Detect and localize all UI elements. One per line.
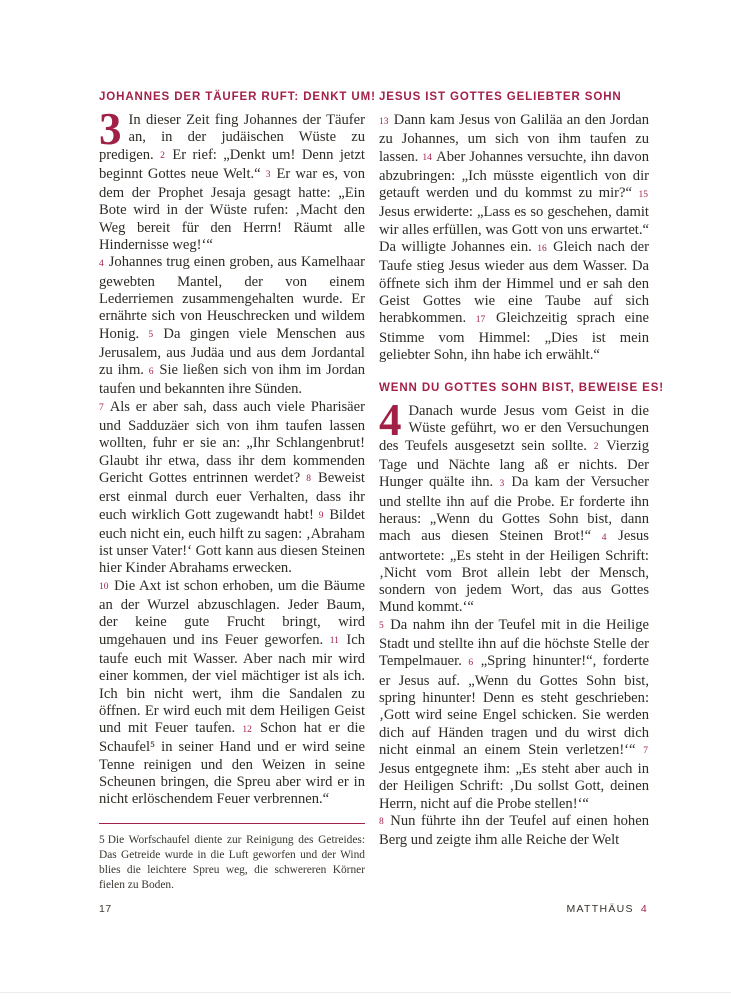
verse-number: 7 bbox=[643, 746, 648, 757]
verse-number: 16 bbox=[537, 243, 547, 254]
footnote-text bbox=[99, 833, 365, 893]
verse-number: 3 bbox=[499, 478, 505, 489]
verse-number: 5 bbox=[148, 330, 154, 341]
section-baptism bbox=[379, 90, 649, 364]
verse-text: Danach wurde Jesus vom Geist in die Wüste geführt, wo er den Versuchungen des Teufels ausgesetzt sein sollte. 2 Vierzig Tage und Nächte lang aß er nichts. Der Hunger quälte ihn. 3 Da kam der Versucher und stellte ihn auf die Probe. Er forderte ihn heraus: „Wenn du Gottes Sohn bist, dann mach aus diesen Steinen Brot!“ 4 Jesus antwortete: „Es steht in der Heiligen Schrift: ‚Nicht vom Brot allein lebt der Mensch, sondern von jedem Wort, das aus Gottes Mund kommt.‘“ bbox=[379, 403, 649, 616]
paragraph-mt3-13-17: 13 Dann kam Jesus von Galiläa an den Jordan zu Johannes, um sich von ihm taufen zu lassen. 14 Aber Johannes versuchte, ihn davon abzubringen: „Ich müsste eigentlich von dir getauft werden und du kommst zu mir?“ 15 Jesus erwiderte: „Lass es so geschehen, damit wir alles erfüllen, was Gott von uns erwartet.“ Da willigte Johannes ein. 16 Gleich nach der Taufe stieg Jesus wieder aus dem Wasser. Da öffnete sich ihm der Himmel und er sah den Geist Gottes wie eine Taube auf sich herabkommen. 17 Gleichzeitig sprach eine Stimme vom Himmel: „Dies ist mein geliebter Sohn, ihn habe ich erwählt.“ bbox=[379, 112, 649, 363]
verse-number: 9 bbox=[318, 511, 324, 522]
paragraph-mt3-4-6: 4 Johannes trug einen groben, aus Kamelhaar gewebten Mantel, der von einem Lederriemen zusammengehalten wurde. Er ernährte sich von Heuschrecken und wildem Honig. 5 Da gingen viele Menschen aus Jerusalem, aus Judäa und aus dem Jordantal zu ihm. 6 Sie ließen sich von ihm im Jordan taufen und bekannten ihre Sünden. bbox=[99, 254, 365, 398]
running-head bbox=[566, 903, 648, 915]
verse-number: 6 bbox=[468, 657, 474, 668]
verse-text: In dieser Zeit fing Johannes der Täufer an, in der judäischen Wüste zu predigen. 2 Er rief: „Denkt um! Denn jetzt beginnt Gottes neue Welt.“ 3 Er war es, von dem der Prophet Jesaja gesagt hatte: „Ein Bote wird in der Wüste rufen: ‚Macht den Weg bereit für den Herrn! Räumt alle Hindernisse weg!‘“ bbox=[99, 112, 365, 254]
section-heading-son-of-god: WENN DU GOTTES SOHN BIST, BEWEISE ES! bbox=[379, 382, 665, 395]
page-bottom-edge bbox=[0, 992, 731, 993]
paragraph-mt4-5-7: 5 Da nahm ihn der Teufel mit in die Heilige Stadt und stellte ihn auf die höchste Stelle der Tempelmauer. 6 „Spring hinunter!“, forderte er Jesus auf. „Wenn du Gottes Sohn bist, spring hinunter! Denn es steht geschrieben: ‚Gott wird seine Engel schicken. Sie werden dich auf Händen tragen und du wirst dich nicht einmal an einem Stein verletzen!‘“ 7 Jesus entgegnete ihm: „Es steht aber auch in der Heiligen Schrift: ‚Du sollst Gott, deinen Herrn, nicht auf die Probe stellen!‘“ bbox=[379, 616, 649, 812]
verse-number: 8 bbox=[306, 474, 311, 485]
verse-number: 8 bbox=[379, 817, 384, 828]
verse-number: 3 bbox=[265, 170, 271, 181]
right-column bbox=[379, 90, 665, 850]
verse-number: 17 bbox=[475, 314, 486, 325]
verse-number: 2 bbox=[593, 442, 599, 453]
verse-number: 7 bbox=[99, 403, 104, 414]
chapter-4-dropcap: 4 bbox=[379, 395, 402, 446]
section-heading-beloved-son: JESUS IST GOTTES GELIEBTER SOHN bbox=[379, 91, 622, 103]
paragraph-mt4-8: 8 Nun führte ihn der Teufel auf einen hohen Berg und zeigte ihm alle Reiche der Welt bbox=[379, 812, 650, 849]
verse-number: 13 bbox=[379, 116, 389, 127]
left-column bbox=[99, 90, 376, 809]
footnote-divider bbox=[99, 823, 365, 824]
paragraph-mt3-7-9: 7 Als er aber sah, dass auch viele Pharisäer und Sadduzäer sich von ihm taufen lassen wollten, fuhr er sie an: „Ihr Schlangenbrut! Glaubt ihr etwa, dass ihr dem kommenden Gericht Gottes entrinnen werdet? 8 Beweist erst einmal durch euer Verhalten, dass ihr euch wirklich Gott zugewandt habt! 9 Bildet euch nicht ein, euch hilft zu sagen: ‚Abraham ist unser Vater!‘ Gott kann aus diesen Steinen hier Kinder Abrahams erwecken. bbox=[99, 398, 366, 577]
book-name: MATTHÄUS bbox=[566, 903, 634, 915]
verse-number: 11 bbox=[329, 636, 339, 647]
verse-number: 6 bbox=[148, 366, 154, 377]
footnote-body: Die Worfschaufel diente zur Reinigung des Getreides: Das Getreide wurde in die Luft geworfen und der Wind blies die leichtere Spreu weg, die schwereren Körner fielen zu Boden. bbox=[99, 834, 365, 891]
verse-number: 12 bbox=[242, 724, 252, 735]
verse-number: 10 bbox=[99, 582, 109, 593]
paragraph-mt4-1-4 bbox=[379, 395, 649, 617]
chapter-ref: 4 bbox=[640, 903, 648, 915]
paragraph-mt3-1-3 bbox=[99, 104, 365, 254]
verse-number: 15 bbox=[638, 189, 648, 200]
verse-number: 5 bbox=[379, 621, 384, 632]
verse-number: 2 bbox=[160, 151, 165, 162]
page-footer bbox=[99, 903, 648, 915]
verse-number: 4 bbox=[601, 532, 607, 543]
page-number: 17 bbox=[99, 903, 112, 915]
footnote-marker: 5 bbox=[99, 834, 105, 846]
paragraph-mt3-10-12: 10 Die Axt ist schon erhoben, um die Bäume an der Wurzel abzuschlagen. Jeder Baum, der keine gute Frucht bringt, wird umgehauen und ins Feuer geworfen. 11 Ich taufe euch mit Wasser. Aber nach mir wird einer kommen, der viel mächtiger ist als ich. Ich bin nicht wert, ihm die Sandalen zu öffnen. Er wird euch mit dem Heiligen Geist und mit Feuer taufen. 12 Schon hat er die Schaufel⁵ in seiner Hand und er wird seine Tenne reinigen und den Weizen in seine Scheunen bringen, die Spreu aber wird er in nicht erlöschendem Feuer verbrennen.“ bbox=[99, 577, 366, 808]
chapter-3-dropcap: 3 bbox=[99, 104, 122, 154]
footnote-block bbox=[99, 823, 365, 893]
verse-number: 14 bbox=[422, 153, 432, 164]
section-temptation bbox=[379, 381, 665, 849]
section-heading-john-baptist: JOHANNES DER TÄUFER RUFT: DENKT UM! bbox=[99, 91, 376, 103]
verse-number: 4 bbox=[99, 258, 104, 269]
